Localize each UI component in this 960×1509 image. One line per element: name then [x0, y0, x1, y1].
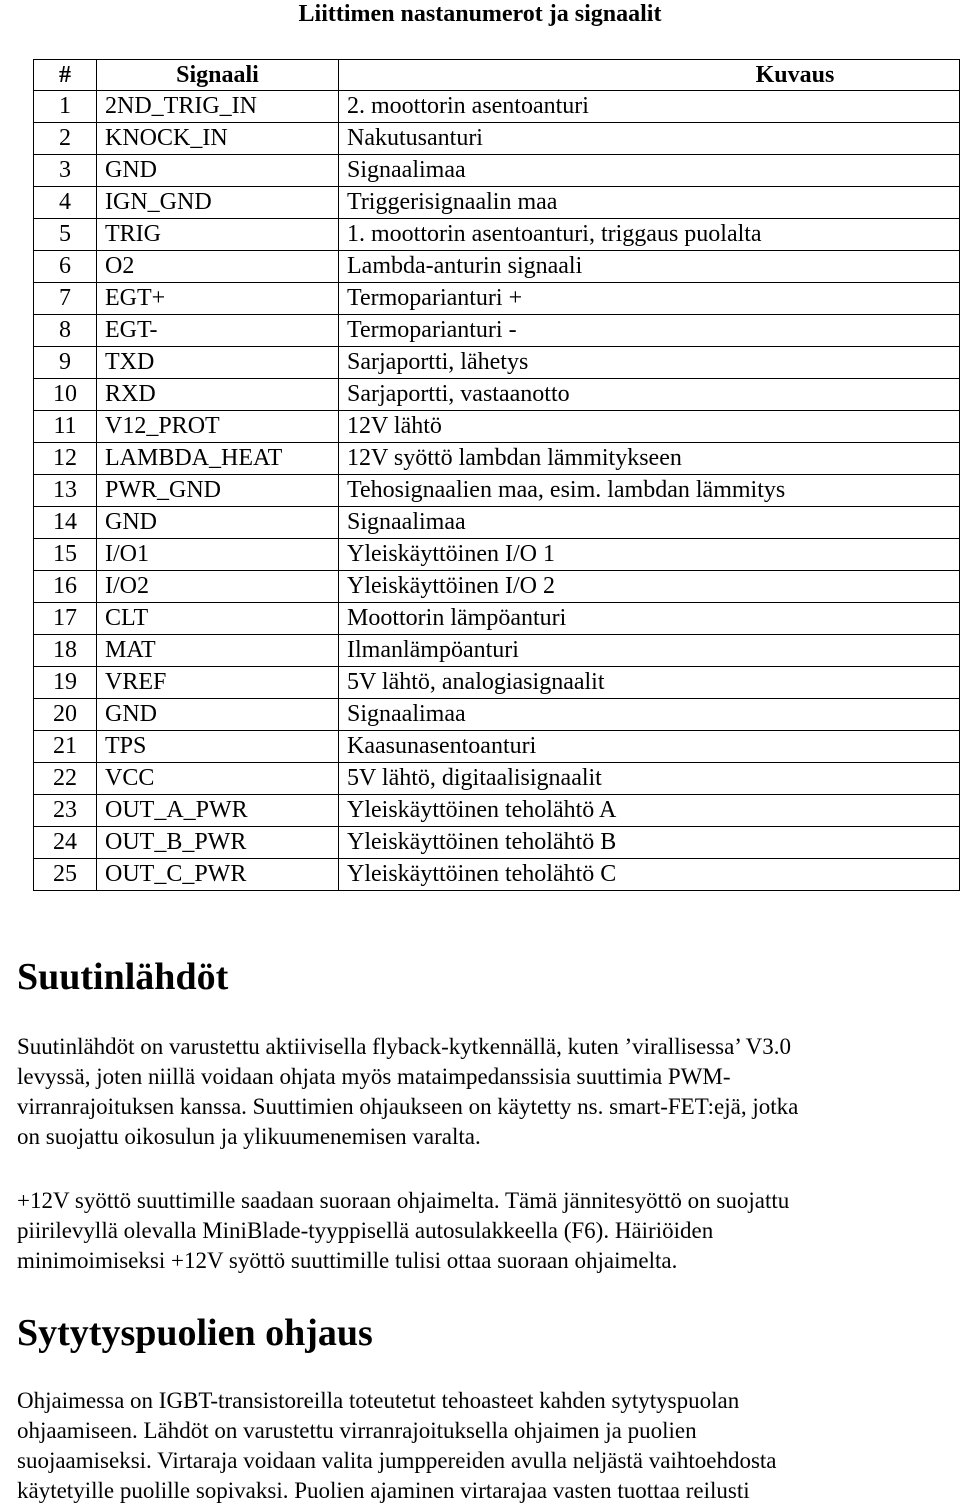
signal-name: KNOCK_IN [97, 123, 339, 155]
signal-description: 2. moottorin asentoanturi [339, 91, 960, 123]
table-row [34, 603, 960, 635]
table-row [34, 347, 960, 379]
signal-description: 12V syöttö lambdan lämmitykseen [339, 443, 960, 475]
signal-description: 1. moottorin asentoanturi, triggaus puolalta [339, 219, 960, 251]
table-row [34, 507, 960, 539]
pin-number: 4 [34, 187, 97, 219]
table-row [34, 219, 960, 251]
signal-name: GND [97, 155, 339, 187]
pin-number: 9 [34, 347, 97, 379]
signal-name: VREF [97, 667, 339, 699]
text-line: Suutinlähdöt on varustettu aktiivisella flyback-kytkennällä, kuten ’virallisessa’ V3.0 [17, 1034, 791, 1059]
pin-number: 17 [34, 603, 97, 635]
signal-name: OUT_A_PWR [97, 795, 339, 827]
signal-description: Triggerisignaalin maa [339, 187, 960, 219]
signal-description: Moottorin lämpöanturi [339, 603, 960, 635]
table-row [34, 123, 960, 155]
signal-description: Yleiskäyttöinen I/O 2 [339, 571, 960, 603]
text-line: ohjaamiseen. Lähdöt on varustettu virranrajoituksella ohjaimen ja puolien [17, 1418, 697, 1443]
signal-description: Yleiskäyttöinen teholähtö B [339, 827, 960, 859]
signal-name: TRIG [97, 219, 339, 251]
table-row [34, 187, 960, 219]
table-row [34, 635, 960, 667]
pin-number: 14 [34, 507, 97, 539]
table-row [34, 731, 960, 763]
table-row [34, 827, 960, 859]
pin-table [33, 59, 960, 891]
text-line: piirilevyllä olevalla MiniBlade-tyyppisellä autosulakkeella (F6). Häiriöiden [17, 1218, 714, 1243]
signal-description: Kaasunasentoanturi [339, 731, 960, 763]
table-row [34, 283, 960, 315]
signal-description: Termoparianturi - [339, 315, 960, 347]
text-line: suojaamiseksi. Virtaraja voidaan valita jumppereiden avulla neljästä vaihtoehdosta [17, 1448, 777, 1473]
pin-number: 12 [34, 443, 97, 475]
pin-number: 15 [34, 539, 97, 571]
pin-number: 11 [34, 411, 97, 443]
signal-description: Sarjaportti, lähetys [339, 347, 960, 379]
header-description: Kuvaus [339, 60, 960, 91]
table-row [34, 315, 960, 347]
signal-description: Yleiskäyttöinen teholähtö C [339, 859, 960, 891]
page-title: Liittimen nastanumerot ja signaalit [298, 1, 662, 27]
pin-number: 25 [34, 859, 97, 891]
signal-name: VCC [97, 763, 339, 795]
signal-description: Ilmanlämpöanturi [339, 635, 960, 667]
table-row [34, 667, 960, 699]
signal-name: TPS [97, 731, 339, 763]
signal-name: GND [97, 699, 339, 731]
pin-number: 13 [34, 475, 97, 507]
signal-name: MAT [97, 635, 339, 667]
table-row [34, 699, 960, 731]
table-row [34, 91, 960, 123]
signal-name: O2 [97, 251, 339, 283]
signal-description: Signaalimaa [339, 699, 960, 731]
signal-description: Signaalimaa [339, 507, 960, 539]
signal-name: I/O1 [97, 539, 339, 571]
paragraph-ignition-1 [17, 1386, 947, 1506]
signal-description: Termoparianturi + [339, 283, 960, 315]
signal-description: Sarjaportti, vastaanotto [339, 379, 960, 411]
signal-name: GND [97, 507, 339, 539]
table-row [34, 795, 960, 827]
pin-number: 24 [34, 827, 97, 859]
signal-name: I/O2 [97, 571, 339, 603]
header-signal: Signaali [97, 60, 339, 91]
table-row [34, 475, 960, 507]
text-line: käytetyille puolille sopivaksi. Puolien ajaminen virtarajaa vasten tuottaa reilusti [17, 1478, 750, 1503]
signal-name: RXD [97, 379, 339, 411]
text-line: levyssä, joten niillä voidaan ohjata myös mataimpedanssisia suuttimia PWM- [17, 1064, 731, 1089]
section-heading-ignition-coils: Sytytyspuolien ohjaus [17, 1312, 373, 1354]
table-row [34, 379, 960, 411]
signal-name: 2ND_TRIG_IN [97, 91, 339, 123]
pin-number: 3 [34, 155, 97, 187]
pin-number: 10 [34, 379, 97, 411]
signal-description: 5V lähtö, analogiasignaalit [339, 667, 960, 699]
text-line: +12V syöttö suuttimille saadaan suoraan ohjaimelta. Tämä jännitesyöttö on suojattu [17, 1188, 790, 1213]
pin-number: 20 [34, 699, 97, 731]
text-line: on suojattu oikosulun ja ylikuumenemisen varalta. [17, 1124, 481, 1149]
section-heading-injector-outputs: Suutinlähdöt [17, 956, 229, 998]
paragraph-injector-1 [17, 1032, 947, 1152]
paragraph-injector-2 [17, 1186, 947, 1276]
signal-description: Signaalimaa [339, 155, 960, 187]
header-number: # [34, 60, 97, 91]
signal-description: 5V lähtö, digitaalisignaalit [339, 763, 960, 795]
signal-description: Nakutusanturi [339, 123, 960, 155]
signal-description: 12V lähtö [339, 411, 960, 443]
pin-number: 1 [34, 91, 97, 123]
text-line: minimoimiseksi +12V syöttö suuttimille tulisi ottaa suoraan ohjaimelta. [17, 1248, 678, 1273]
pin-number: 2 [34, 123, 97, 155]
signal-name: V12_PROT [97, 411, 339, 443]
table-row [34, 411, 960, 443]
pin-number: 21 [34, 731, 97, 763]
pin-number: 18 [34, 635, 97, 667]
table-header-row [34, 60, 960, 91]
signal-name: OUT_C_PWR [97, 859, 339, 891]
signal-name: EGT- [97, 315, 339, 347]
table-row [34, 155, 960, 187]
table-body [34, 91, 960, 891]
pin-number: 23 [34, 795, 97, 827]
signal-name: EGT+ [97, 283, 339, 315]
signal-description: Yleiskäyttöinen I/O 1 [339, 539, 960, 571]
text-line: Ohjaimessa on IGBT-transistoreilla toteutetut tehoasteet kahden sytytyspuolan [17, 1388, 740, 1413]
table-row [34, 539, 960, 571]
signal-description: Tehosignaalien maa, esim. lambdan lämmitys [339, 475, 960, 507]
table-row [34, 859, 960, 891]
table-row [34, 763, 960, 795]
signal-description: Yleiskäyttöinen teholähtö A [339, 795, 960, 827]
pin-number: 8 [34, 315, 97, 347]
signal-name: PWR_GND [97, 475, 339, 507]
text-line: virranrajoituksen kanssa. Suuttimien ohjaukseen on käytetty ns. smart-FET:ejä, jotka [17, 1094, 799, 1119]
signal-name: IGN_GND [97, 187, 339, 219]
pin-number: 19 [34, 667, 97, 699]
signal-description: Lambda-anturin signaali [339, 251, 960, 283]
pin-number: 22 [34, 763, 97, 795]
table-row [34, 251, 960, 283]
pin-number: 6 [34, 251, 97, 283]
signal-name: OUT_B_PWR [97, 827, 339, 859]
signal-name: TXD [97, 347, 339, 379]
pin-number: 5 [34, 219, 97, 251]
table-row [34, 443, 960, 475]
pin-number: 16 [34, 571, 97, 603]
pin-number: 7 [34, 283, 97, 315]
signal-name: CLT [97, 603, 339, 635]
table-row [34, 571, 960, 603]
signal-name: LAMBDA_HEAT [97, 443, 339, 475]
